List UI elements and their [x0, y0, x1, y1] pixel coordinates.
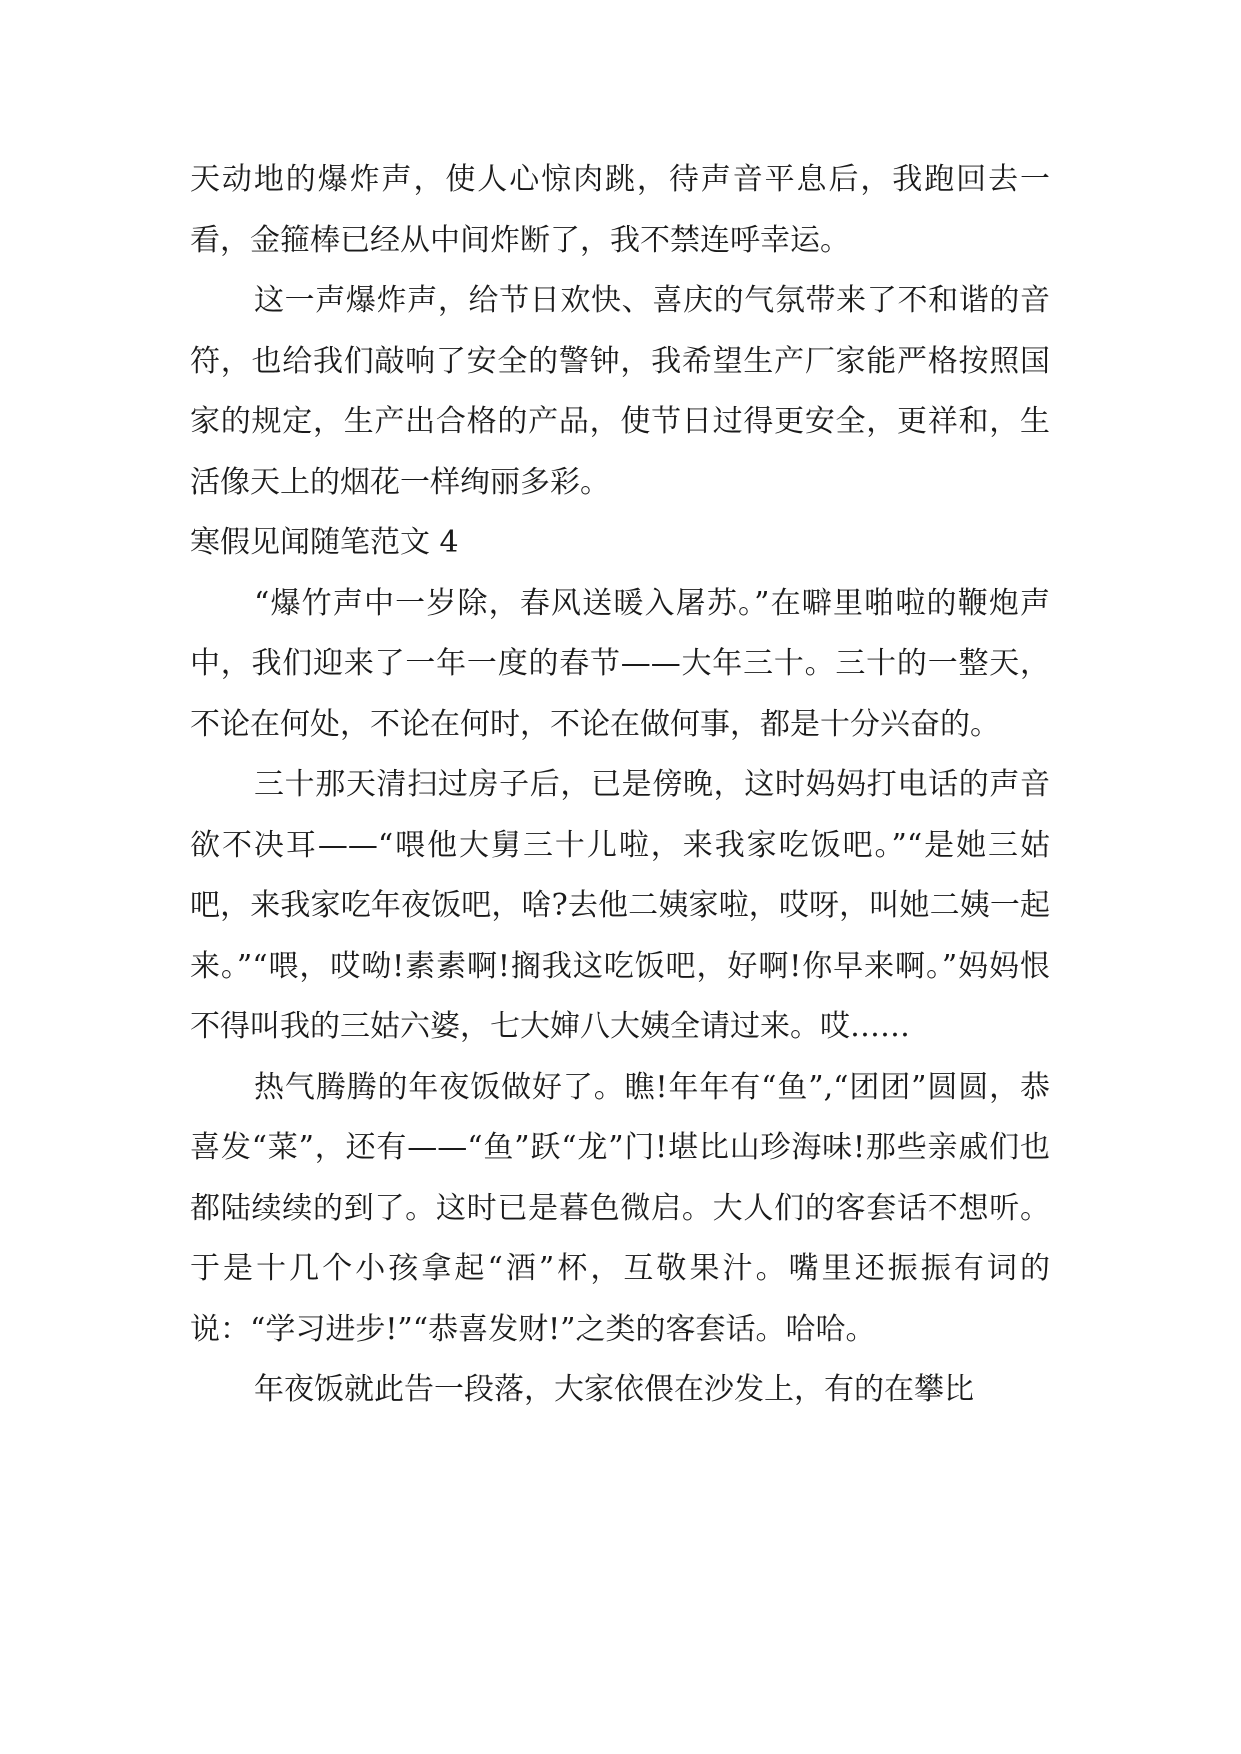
paragraph-phone-calls: 三十那天清扫过房子后，已是傍晚，这时妈妈打电话的声音欲不决耳——“喂他大舅三十儿啦，来我家吃饭吧。”“是她三姑吧，来我家吃年夜饭吧，啥?去他二姨家啦，哎呀，叫她二姨一起来。”“喂，哎呦!素素啊!搁我这吃饭吧，好啊!你早来啊。”妈妈恨不得叫我的三姑六婆，七大婶八大姨全请过来。哎…… [190, 767, 1050, 1044]
paragraph-safety-warning: 这一声爆炸声，给节日欢快、喜庆的气氛带来了不和谐的音符，也给我们敲响了安全的警钟，我希望生产厂家能严格按照国家的规定，生产出合格的产品，使节日过得更安全，更祥和，生活像天上的烟花一样绚丽多彩。 [190, 283, 1050, 500]
paragraph-continuation: 天动地的爆炸声，使人心惊肉跳，待声音平息后，我跑回去一看，金箍棒已经从中间炸断了，我不禁连呼幸运。 [190, 162, 1050, 258]
paragraph-after-dinner: 年夜饭就此告一段落，大家依偎在沙发上，有的在攀比 [254, 1372, 974, 1407]
document-page [190, 150, 1050, 1421]
paragraph-dinner: 热气腾腾的年夜饭做好了。瞧!年年有“鱼”,“团团”圆圆，恭喜发“菜”，还有——“鱼”跃“龙”门!堪比山珍海味!那些亲戚们也都陆续续的到了。这时已是暮色微启。大人们的客套话不想听。于是十几个小孩拿起“酒”杯，互敬果汁。嘴里还振振有词的说：“学习进步!”“恭喜发财!”之类的客套话。哈哈。 [190, 1069, 1050, 1347]
section-heading: 寒假见闻随笔范文 4 [190, 525, 459, 560]
paragraph-new-year-eve: “爆竹声中一岁除，春风送暖入屠苏。”在噼里啪啦的鞭炮声中，我们迎来了一年一度的春节——大年三十。三十的一整天，不论在何处，不论在何时，不论在做何事，都是十分兴奋的。 [190, 585, 1050, 742]
